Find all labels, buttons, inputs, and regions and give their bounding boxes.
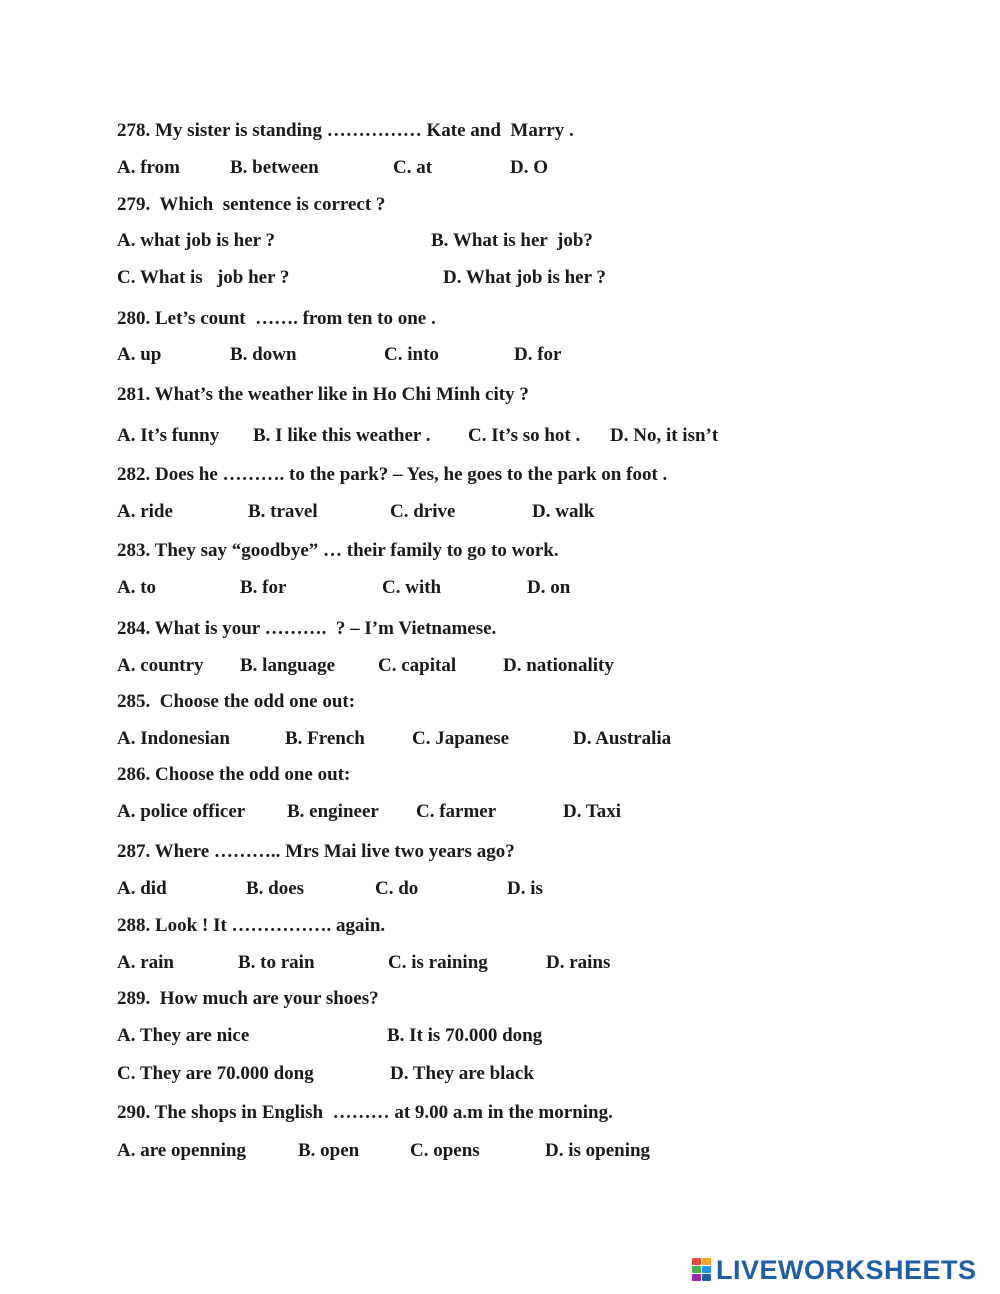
question-280-option-a[interactable]: A. up — [117, 344, 162, 365]
question-289-options — [0, 1061, 1000, 1087]
question-282-option-d[interactable]: D. walk — [532, 501, 595, 522]
question-280-option-d[interactable]: D. for — [514, 344, 562, 365]
logo-tile — [692, 1266, 701, 1273]
question-285-option-d[interactable]: D. Australia — [573, 728, 672, 749]
question-283-option-c[interactable]: C. with — [382, 577, 442, 598]
question-286-option-c[interactable]: C. farmer — [416, 801, 497, 822]
question-285-option-c[interactable]: C. Japanese — [412, 728, 510, 749]
question-285-option-a[interactable]: A. Indonesian — [117, 728, 230, 749]
question-282-option-b[interactable]: B. travel — [248, 501, 318, 522]
question-279-text: 279. Which sentence is correct ? — [117, 194, 386, 215]
question-290-option-b[interactable]: B. open — [298, 1140, 360, 1161]
question-283-option-b[interactable]: B. for — [240, 577, 287, 598]
question-289-option-c[interactable]: C. They are 70.000 dong — [117, 1063, 314, 1084]
question-283-text: 283. They say “goodbye” … their family to go to work. — [117, 540, 559, 561]
question-290-option-c[interactable]: C. opens — [410, 1140, 480, 1161]
question-288-options — [0, 950, 1000, 976]
question-289-text: 289. How much are your shoes? — [117, 988, 379, 1009]
question-288-text: 288. Look ! It ……………. again. — [117, 915, 386, 936]
question-284-option-d[interactable]: D. nationality — [503, 655, 614, 676]
question-282-options — [0, 499, 1000, 525]
question-279-option-b[interactable]: B. What is her job? — [431, 230, 593, 251]
question-286-option-a[interactable]: A. police officer — [117, 801, 246, 822]
question-279-option-d[interactable]: D. What job is her ? — [443, 267, 606, 288]
question-278-text: 278. My sister is standing …………… Kate and Marry . — [117, 120, 574, 141]
question-281-option-d[interactable]: D. No, it isn’t — [610, 425, 719, 446]
question-290-option-d[interactable]: D. is opening — [545, 1140, 651, 1161]
question-285-options — [0, 726, 1000, 752]
question-282-option-c[interactable]: C. drive — [390, 501, 456, 522]
liveworksheets-logo[interactable] — [692, 1254, 977, 1286]
question-283-option-d[interactable]: D. on — [527, 577, 571, 598]
question-286-options — [0, 799, 1000, 825]
question-287-options — [0, 876, 1000, 902]
question-288-option-b[interactable]: B. to rain — [238, 952, 315, 973]
question-281-options — [0, 423, 1000, 449]
question-284-text: 284. What is your ………. ? – I’m Vietnamese. — [117, 618, 497, 639]
question-288-option-a[interactable]: A. rain — [117, 952, 174, 973]
question-283-option-a[interactable]: A. to — [117, 577, 157, 598]
question-288-option-c[interactable]: C. is raining — [388, 952, 488, 973]
question-278-option-b[interactable]: B. between — [230, 157, 319, 178]
question-290-option-a[interactable]: A. are openning — [117, 1140, 246, 1161]
logo-tile — [702, 1258, 711, 1265]
question-280-text: 280. Let’s count ……. from ten to one . — [117, 308, 436, 329]
question-283-options — [0, 575, 1000, 601]
question-289-option-a[interactable]: A. They are nice — [117, 1025, 250, 1046]
question-286-text: 286. Choose the odd one out: — [117, 764, 351, 785]
question-278-option-d[interactable]: D. O — [510, 157, 548, 178]
logo-tile — [692, 1274, 701, 1281]
logo-text: LIVEWORKSHEETS — [716, 1254, 977, 1285]
question-279-option-a[interactable]: A. what job is her ? — [117, 230, 275, 251]
question-284-options — [0, 653, 1000, 679]
question-289-option-d[interactable]: D. They are black — [390, 1063, 534, 1084]
question-278-option-c[interactable]: C. at — [393, 157, 433, 178]
question-284-option-c[interactable]: C. capital — [378, 655, 457, 676]
question-278-options — [0, 155, 1000, 181]
question-290-text: 290. The shops in English ……… at 9.00 a.m in the morning. — [117, 1102, 613, 1123]
question-288-option-d[interactable]: D. rains — [546, 952, 611, 973]
question-287-option-c[interactable]: C. do — [375, 878, 419, 899]
question-282-text: 282. Does he ………. to the park? – Yes, he goes to the park on foot . — [117, 464, 668, 485]
question-280-option-c[interactable]: C. into — [384, 344, 439, 365]
question-284-option-b[interactable]: B. language — [240, 655, 336, 676]
question-287-option-a[interactable]: A. did — [117, 878, 167, 899]
question-287-option-b[interactable]: B. does — [246, 878, 305, 899]
question-284-option-a[interactable]: A. country — [117, 655, 204, 676]
logo-tile — [702, 1266, 711, 1273]
question-290-options — [0, 1138, 1000, 1164]
question-280-option-b[interactable]: B. down — [230, 344, 297, 365]
logo-tile — [692, 1258, 701, 1265]
question-281-option-b[interactable]: B. I like this weather . — [253, 425, 431, 446]
liveworksheets-logo-icon — [692, 1258, 712, 1282]
question-281-option-a[interactable]: A. It’s funny — [117, 425, 220, 446]
question-279-options — [0, 228, 1000, 254]
question-280-options — [0, 342, 1000, 368]
question-279-option-c[interactable]: C. What is job her ? — [117, 267, 290, 288]
question-286-option-b[interactable]: B. engineer — [287, 801, 379, 822]
question-287-text: 287. Where ……….. Mrs Mai live two years ago? — [117, 841, 515, 862]
question-285-text: 285. Choose the odd one out: — [117, 691, 356, 712]
question-285-option-b[interactable]: B. French — [285, 728, 365, 749]
question-289-options — [0, 1023, 1000, 1049]
logo-tile — [702, 1274, 711, 1281]
question-279-options — [0, 265, 1000, 291]
question-281-option-c[interactable]: C. It’s so hot . — [468, 425, 581, 446]
question-278-option-a[interactable]: A. from — [117, 157, 180, 178]
question-289-option-b[interactable]: B. It is 70.000 dong — [387, 1025, 543, 1046]
question-281-text: 281. What’s the weather like in Ho Chi Minh city ? — [117, 384, 529, 405]
question-287-option-d[interactable]: D. is — [507, 878, 543, 899]
question-282-option-a[interactable]: A. ride — [117, 501, 173, 522]
question-286-option-d[interactable]: D. Taxi — [563, 801, 622, 822]
